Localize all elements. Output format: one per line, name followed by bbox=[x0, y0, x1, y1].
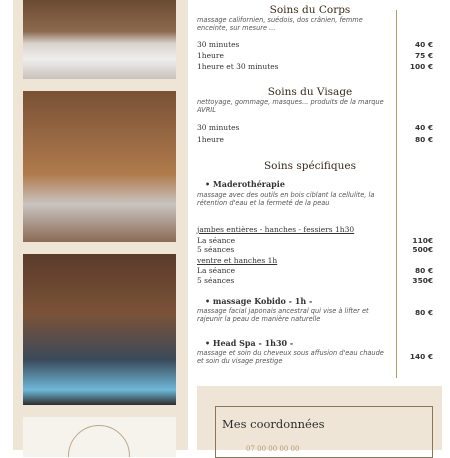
phone-number[interactable]: 07 00 00 00 00 bbox=[246, 445, 300, 453]
price-row bbox=[197, 245, 433, 254]
group-title: ventre et hanches 1h bbox=[197, 256, 278, 265]
price-value: 40 € bbox=[414, 123, 433, 132]
section-title-visage: Soins du Visage bbox=[267, 86, 353, 98]
session-label: La séance bbox=[197, 266, 236, 275]
contact-title: Mes coordonnées bbox=[222, 417, 325, 431]
price-value: 350€ bbox=[412, 276, 433, 285]
treatment-name: massage Kobido - 1h - bbox=[212, 296, 313, 306]
price-row bbox=[197, 276, 433, 285]
price-row bbox=[197, 40, 433, 49]
price-value: 80 € bbox=[414, 135, 433, 144]
treatment-desc-kobido: massage facial japonais ancestral qui vise à lifter et rajeunir la peau de manière naturelle bbox=[197, 307, 369, 324]
logo-card bbox=[23, 417, 176, 457]
treatment-title-headspa bbox=[205, 338, 293, 348]
price-row bbox=[197, 123, 433, 132]
treatment-name: Head Spa - 1h30 - bbox=[212, 338, 294, 348]
price-value: 500€ bbox=[412, 245, 433, 254]
contact-card bbox=[197, 386, 442, 453]
section-desc-corps: massage californien, suédois, dos crânien, femme enceinte, sur mesure ... bbox=[197, 16, 363, 33]
session-label: 5 séances bbox=[197, 245, 235, 254]
treatment-desc-madero: massage avec des outils en bois ciblant la cellulite, la rétention d'eau et la fermeté de la peau bbox=[197, 191, 375, 208]
contact-frame bbox=[215, 406, 433, 458]
price-row bbox=[197, 51, 433, 60]
price-value: 140 € bbox=[409, 352, 433, 361]
price-row bbox=[197, 135, 433, 144]
price-row bbox=[197, 266, 433, 275]
session-label: 5 séances bbox=[197, 276, 235, 285]
treatment-title-kobido bbox=[205, 296, 312, 306]
duration-label: 1heure et 30 minutes bbox=[197, 62, 279, 71]
treatment-name: Maderothérapie bbox=[212, 179, 285, 189]
bullet-icon: • bbox=[205, 338, 213, 348]
price-value: 80 € bbox=[414, 308, 433, 317]
group-title: jambes entières - hanches - fessiers 1h30 bbox=[197, 225, 355, 234]
session-label: La séance bbox=[197, 236, 236, 245]
section-title-corps: Soins du Corps bbox=[269, 4, 351, 16]
section-desc-visage: nettoyage, gommage, masques... produits de la marque AVRIL bbox=[197, 98, 384, 115]
price-value: 40 € bbox=[414, 40, 433, 49]
duration-label: 30 minutes bbox=[197, 40, 240, 49]
price-row bbox=[197, 62, 433, 71]
bullet-icon: • bbox=[205, 296, 213, 306]
price-value: 75 € bbox=[414, 51, 433, 60]
bullet-icon: • bbox=[205, 179, 213, 189]
spa-room-photo bbox=[23, 254, 176, 405]
treatment-title-madero bbox=[205, 179, 285, 189]
treatment-desc-headspa: massage et soin du cheveux sous affusion d'eau chaude et soin du visage prestige bbox=[197, 349, 384, 366]
price-row bbox=[197, 236, 433, 245]
price-value: 80 € bbox=[414, 266, 433, 275]
price-value: 100 € bbox=[409, 62, 433, 71]
gallery-column bbox=[13, 0, 188, 450]
duration-label: 1heure bbox=[197, 51, 224, 60]
logo-icon bbox=[68, 425, 130, 457]
massage-room-photo bbox=[23, 0, 176, 79]
price-value: 110€ bbox=[412, 236, 433, 245]
wooden-room-photo bbox=[23, 91, 176, 242]
section-title-specifiques: Soins spécifiques bbox=[263, 160, 356, 172]
duration-label: 1heure bbox=[197, 135, 224, 144]
duration-label: 30 minutes bbox=[197, 123, 240, 132]
